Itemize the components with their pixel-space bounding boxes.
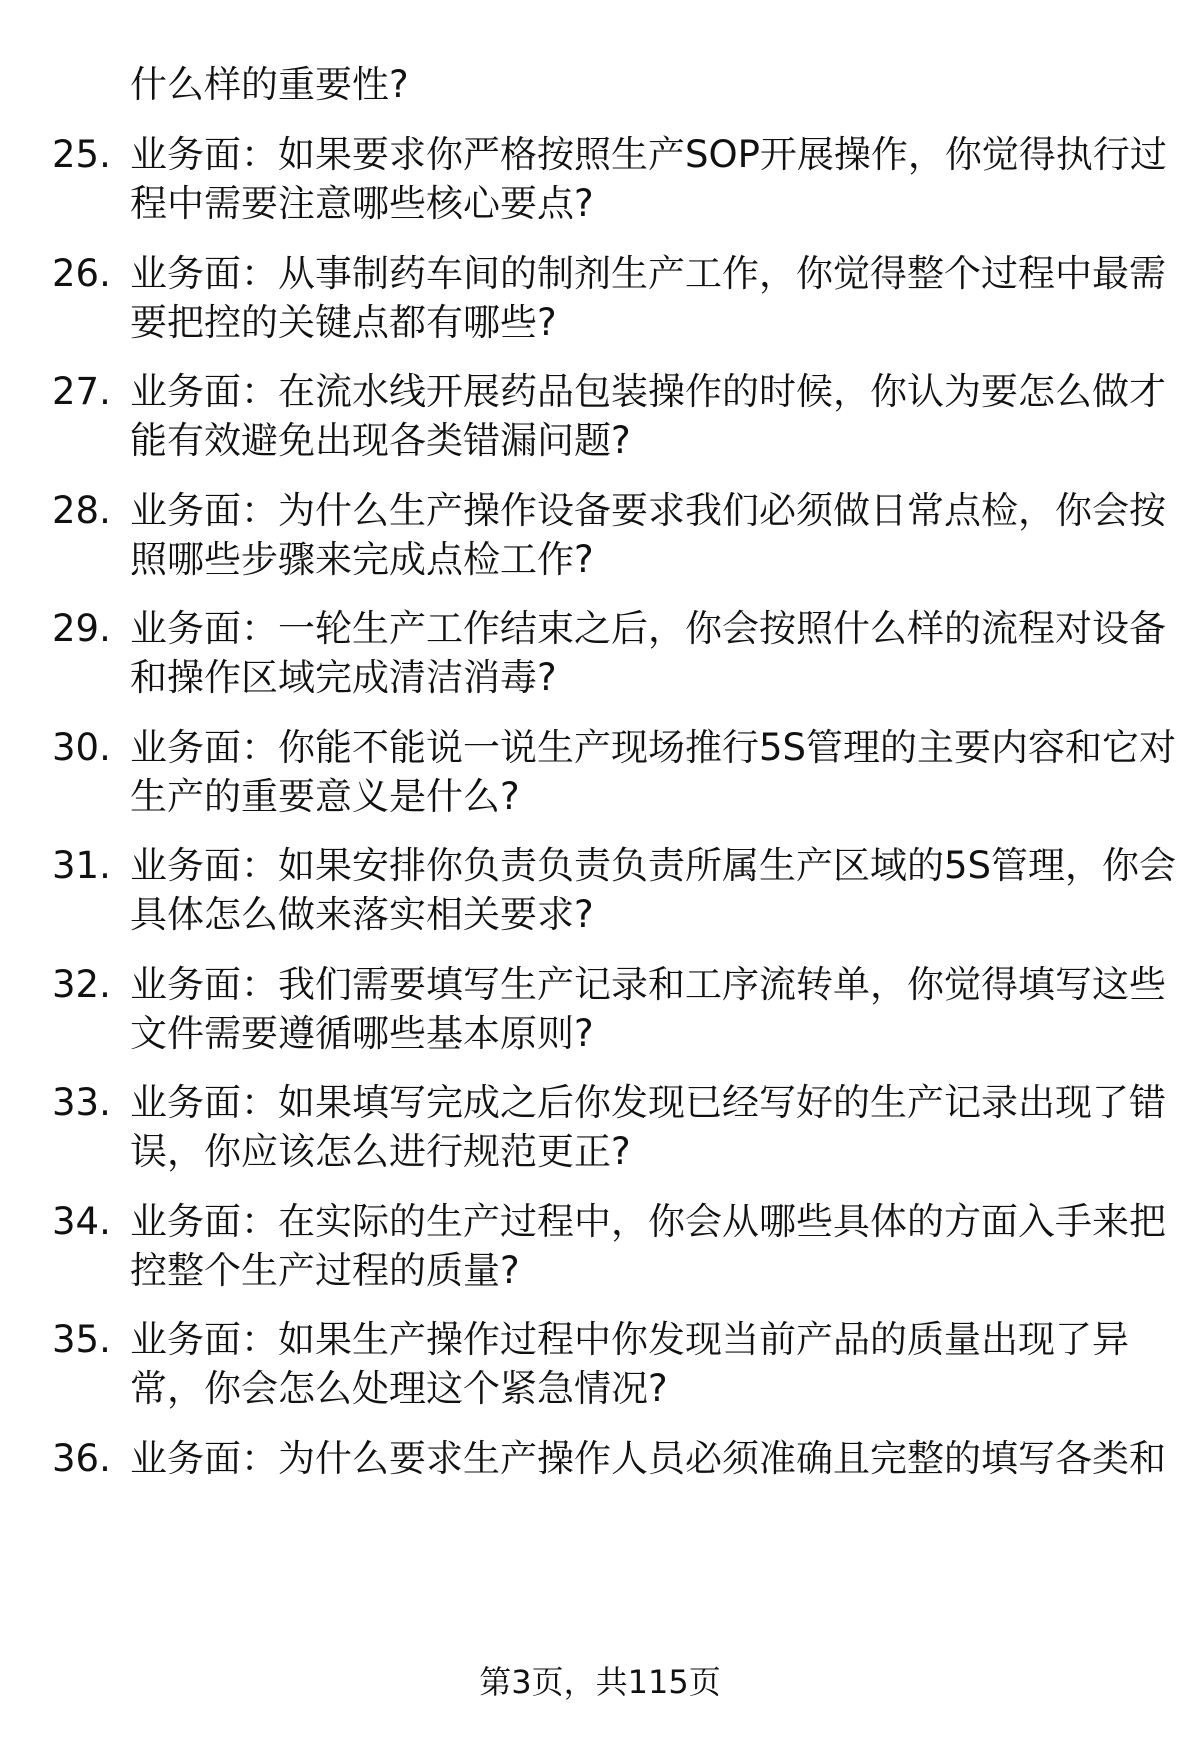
question-number: 27. bbox=[52, 370, 111, 413]
question-text-line: 业务面：如果要求你严格按照生产SOP开展操作，你觉得执行过 bbox=[130, 133, 1167, 176]
question-text-line: 业务面：在实际的生产过程中，你会从哪些具体的方面入手来把 bbox=[130, 1200, 1166, 1243]
question-text-line: 业务面：为什么要求生产操作人员必须准确且完整的填写各类和 bbox=[130, 1437, 1166, 1480]
question-text-line: 程中需要注意哪些核心要点? bbox=[130, 182, 594, 225]
question-text-line: 误，你应该怎么进行规范更正? bbox=[130, 1130, 631, 1173]
question-text-line: 控整个生产过程的质量? bbox=[130, 1249, 520, 1292]
question-text-line: 文件需要遵循哪些基本原则? bbox=[130, 1012, 594, 1055]
question-text-line: 能有效避免出现各类错漏问题? bbox=[130, 419, 631, 462]
question-text-line: 业务面：我们需要填写生产记录和工序流转单，你觉得填写这些 bbox=[130, 963, 1166, 1006]
question-number: 36. bbox=[52, 1437, 111, 1480]
question-number: 31. bbox=[52, 844, 111, 887]
question-text-line: 要把控的关键点都有哪些? bbox=[130, 301, 557, 344]
question-number: 35. bbox=[52, 1318, 111, 1361]
question-text-line: 生产的重要意义是什么? bbox=[130, 775, 520, 818]
question-text-line: 业务面：如果安排你负责负责负责所属生产区域的5S管理，你会 bbox=[130, 844, 1177, 887]
question-text-line: 照哪些步骤来完成点检工作? bbox=[130, 538, 594, 581]
question-text-line: 业务面：一轮生产工作结束之后，你会按照什么样的流程对设备 bbox=[130, 607, 1166, 650]
question-text-line: 具体怎么做来落实相关要求? bbox=[130, 893, 594, 936]
question-number: 28. bbox=[52, 489, 111, 532]
question-number: 33. bbox=[52, 1081, 111, 1124]
question-number: 30. bbox=[52, 726, 111, 769]
question-text-line: 业务面：在流水线开展药品包装操作的时候，你认为要怎么做才 bbox=[130, 370, 1166, 413]
question-text-line: 业务面：为什么生产操作设备要求我们必须做日常点检，你会按 bbox=[130, 489, 1166, 532]
question-text-line: 业务面：你能不能说一说生产现场推行5S管理的主要内容和它对 bbox=[130, 726, 1177, 769]
question-number: 34. bbox=[52, 1200, 111, 1243]
question-number: 26. bbox=[52, 252, 111, 295]
question-text-line: 常，你会怎么处理这个紧急情况? bbox=[130, 1367, 668, 1410]
question-number: 25. bbox=[52, 133, 111, 176]
question-text-line: 和操作区域完成清洁消毒? bbox=[130, 656, 557, 699]
question-number: 32. bbox=[52, 963, 111, 1006]
question-number: 29. bbox=[52, 607, 111, 650]
continued-question-text: 什么样的重要性? bbox=[130, 63, 409, 106]
page-number-footer: 第3页，共115页 bbox=[479, 1663, 721, 1701]
question-text-line: 业务面：如果生产操作过程中你发现当前产品的质量出现了异 bbox=[130, 1318, 1129, 1361]
question-text-line: 业务面：从事制药车间的制剂生产工作，你觉得整个过程中最需 bbox=[130, 252, 1166, 295]
question-text-line: 业务面：如果填写完成之后你发现已经写好的生产记录出现了错 bbox=[130, 1081, 1166, 1124]
